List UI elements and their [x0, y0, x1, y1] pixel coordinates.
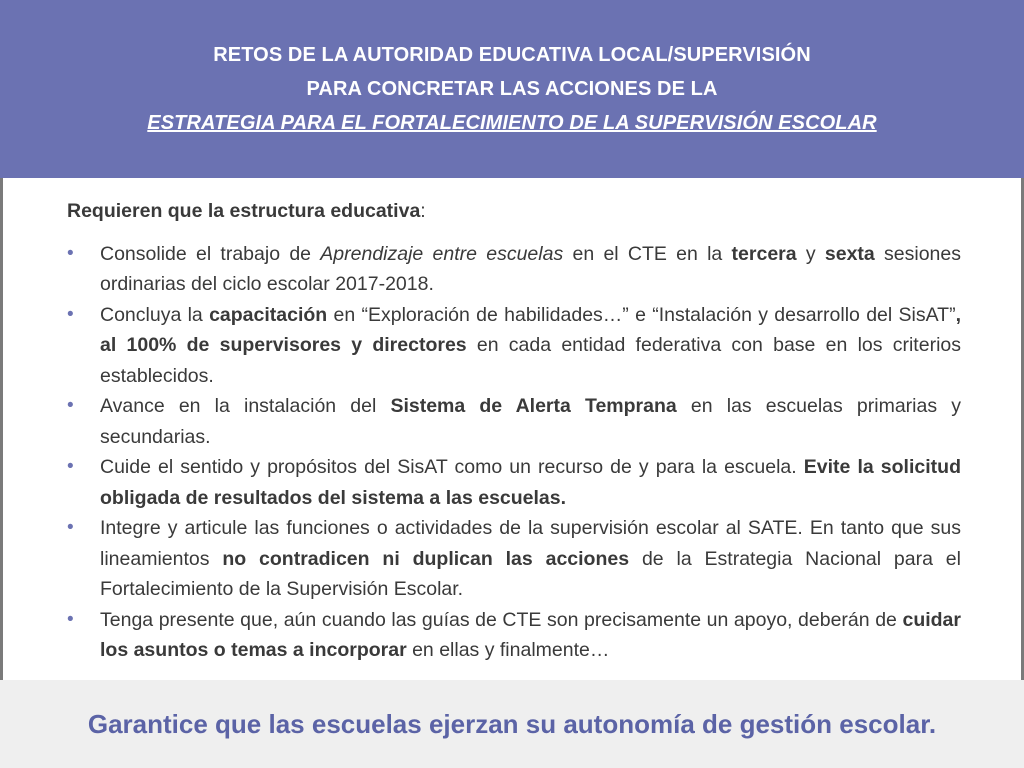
text: Cuide el sentido y propósitos del SisAT como un recurso de y para la escuela.	[100, 456, 804, 478]
text: Consolide el trabajo de	[100, 242, 321, 265]
text: y	[796, 242, 825, 265]
bold-text: cuidar los asuntos o temas a incorporar	[100, 608, 961, 661]
bullet-icon: •	[67, 608, 74, 630]
bullet-item-1	[67, 239, 961, 300]
bullet-item-2	[67, 300, 961, 392]
bold-text: sexta	[824, 242, 875, 265]
bold-text: , al 100% de supervisores y directores	[100, 303, 961, 356]
bold-text: no contradicen ni duplican las acciones	[222, 547, 630, 570]
title-line-2: PARA CONCRETAR LAS ACCIONES DE LA	[306, 78, 718, 100]
conclusion-text: Garantice que las escuelas ejerzan su autonomía de gestión escolar.	[87, 708, 937, 739]
bullet-item-3	[67, 391, 961, 452]
bullet-item-6	[67, 605, 961, 666]
text: de la Estrategia Nacional para el Fortalecimiento de la Supervisión Escolar.	[100, 547, 961, 600]
bold-text: capacitación	[209, 303, 328, 326]
text: sesiones ordinarias del ciclo escolar 2017-2018.	[100, 242, 961, 295]
title-line-1: RETOS DE LA AUTORIDAD EDUCATIVA LOCAL/SUPERVISIÓN	[213, 44, 811, 66]
slide-header	[0, 0, 1024, 178]
bullet-icon: •	[67, 456, 74, 477]
bullet-item-4	[67, 452, 961, 513]
bold-text: tercera	[731, 242, 797, 265]
text: en el CTE en la	[563, 242, 732, 265]
conclusion-banner	[0, 680, 1024, 768]
bullet-item-5	[67, 513, 961, 605]
text: en “Exploración de habilidades…” e “Instalación y desarrollo del SisAT”	[327, 303, 956, 326]
bold-text: Evite la solicitud obligada de resultados del sistema a las escuelas.	[100, 456, 961, 509]
bullet-icon: •	[67, 395, 74, 416]
text: en cada entidad federativa con base en los criterios establecidos.	[100, 334, 961, 387]
bullet-list	[67, 239, 961, 666]
text: Integre y articule las funciones o actividades de la supervisión escolar al SATE. En tanto que sus lineamientos	[100, 517, 961, 570]
text: Concluya la	[100, 303, 210, 326]
intro-colon: :	[420, 200, 426, 222]
bullet-icon: •	[67, 303, 74, 325]
bold-text: Sistema de Alerta Temprana	[390, 395, 677, 417]
bullet-icon: •	[67, 242, 74, 264]
intro-bold: Requieren que la estructura educativa	[67, 200, 421, 222]
title-line-3: ESTRATEGIA PARA EL FORTALECIMIENTO DE LA SUPERVISIÓN ESCOLAR	[147, 112, 877, 134]
slide-body	[67, 196, 961, 666]
intro-text	[67, 196, 961, 227]
text: en las escuelas primarias y secundarias.	[100, 395, 961, 448]
text: Avance en la instalación del	[100, 395, 391, 417]
bullet-icon: •	[67, 517, 74, 538]
text: Tenga presente que, aún cuando las guías de CTE son precisamente un apoyo, deberán de	[100, 608, 903, 631]
text: en ellas y finalmente…	[406, 639, 610, 661]
italic-text: Aprendizaje entre escuelas	[320, 242, 564, 265]
